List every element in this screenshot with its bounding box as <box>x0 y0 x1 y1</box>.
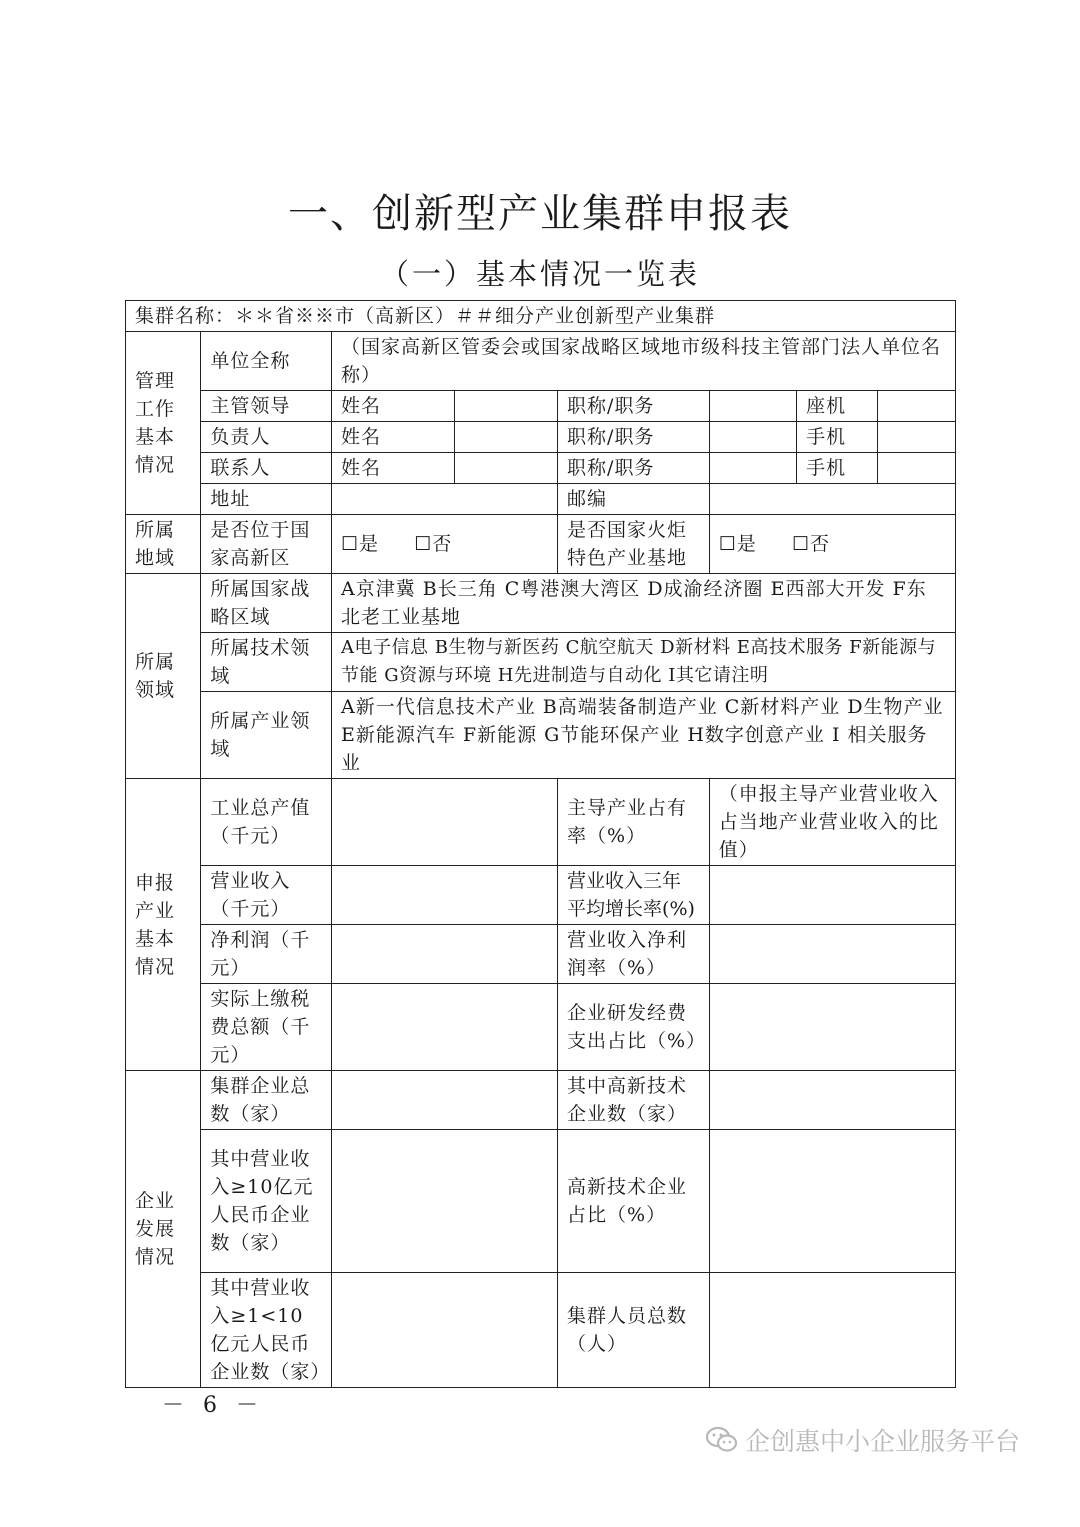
industry-field-label: 企业研发经费支出占比（%） <box>558 984 710 1071</box>
section-domain <box>126 574 201 779</box>
enterprise-field-input[interactable] <box>709 1071 955 1130</box>
name-input[interactable] <box>454 453 557 484</box>
section-domain-label: 所属领域 <box>135 651 176 701</box>
hitech-zone-options[interactable] <box>331 515 557 574</box>
industry-field-label: 主导产业占有率（%） <box>558 779 710 866</box>
unit-name-value[interactable]: （国家高新区管委会或国家战略区域地市级科技主管部门法人单位名称） <box>331 332 955 391</box>
industry-domain-options[interactable]: A新一代信息技术产业 B高端装备制造产业 C新材料产业 D生物产业 E新能源汽车 F新能源 G节能环保产业 H数字创意产业 I 相关服务业 <box>331 692 955 779</box>
section-enterprise-label: 企业发展情况 <box>135 1190 176 1268</box>
industry-field-label: 净利润（千元） <box>201 925 332 984</box>
phone-label: 手机 <box>797 453 877 484</box>
cluster-name-cell[interactable]: 集群名称：＊＊省※※市（高新区）＃＃细分产业创新型产业集群 <box>126 301 956 332</box>
postcode-label: 邮编 <box>558 484 710 515</box>
industry-field-note[interactable]: （申报主导产业营业收入占当地产业营业收入的比值） <box>709 779 955 866</box>
industry-field-input[interactable] <box>331 779 557 866</box>
page-subtitle: （一）基本情况一览表 <box>379 257 700 291</box>
no-checkbox[interactable]: ☐否 <box>414 533 453 555</box>
industry-domain-label: 所属产业领域 <box>201 692 332 779</box>
address-input[interactable] <box>331 484 557 515</box>
postcode-input[interactable] <box>709 484 955 515</box>
title-label: 职称/职务 <box>558 453 710 484</box>
name-input[interactable] <box>454 422 557 453</box>
industry-field-input[interactable] <box>709 925 955 984</box>
section-region-label: 所属地域 <box>135 519 176 569</box>
unit-name-label: 单位全称 <box>201 332 332 391</box>
title-label: 职称/职务 <box>558 391 710 422</box>
wechat-icon <box>705 1426 739 1454</box>
page-title: 一、创新型产业集群申报表 <box>288 191 792 237</box>
enterprise-field-input[interactable] <box>709 1273 955 1388</box>
industry-field-label: 工业总产值（千元） <box>201 779 332 866</box>
tech-domain-label: 所属技术领域 <box>201 633 332 692</box>
section-enterprise <box>126 1071 201 1388</box>
section-region <box>126 515 201 574</box>
enterprise-field-label: 其中高新技术企业数（家） <box>558 1071 710 1130</box>
torch-base-question: 是否国家火炬特色产业基地 <box>558 515 710 574</box>
enterprise-field-input[interactable] <box>331 1273 557 1388</box>
title-input[interactable] <box>709 422 796 453</box>
section-industry-label: 申报产业基本情况 <box>135 871 176 978</box>
section-management-label: 管理工作基本情况 <box>135 370 176 476</box>
title-input[interactable] <box>709 453 796 484</box>
name-label: 姓名 <box>331 391 454 422</box>
enterprise-field-input[interactable] <box>709 1130 955 1273</box>
industry-field-input[interactable] <box>709 866 955 925</box>
name-label: 姓名 <box>331 422 454 453</box>
phone-input[interactable] <box>877 422 955 453</box>
phone-label: 座机 <box>797 391 877 422</box>
tech-domain-options[interactable]: A电子信息 B生物与新医药 C航空航天 D新材料 E高技术服务 F新能源与节能 G资源与环境 H先进制造与自动化 I其它请注明 <box>331 633 955 692</box>
phone-input[interactable] <box>877 453 955 484</box>
application-form-table <box>125 300 956 1388</box>
strategy-area-label: 所属国家战略区域 <box>201 574 332 633</box>
watermark <box>705 1422 1020 1458</box>
enterprise-field-label: 其中营业收入≥10亿元人民币企业数（家） <box>201 1130 332 1273</box>
industry-field-input[interactable] <box>709 984 955 1071</box>
enterprise-field-label: 高新技术企业占比（%） <box>558 1130 710 1273</box>
torch-base-options[interactable] <box>709 515 955 574</box>
enterprise-field-label: 集群企业总数（家） <box>201 1071 332 1130</box>
hitech-zone-question: 是否位于国家高新区 <box>201 515 332 574</box>
phone-label: 手机 <box>797 422 877 453</box>
industry-field-label: 营业收入（千元） <box>201 866 332 925</box>
name-input[interactable] <box>454 391 557 422</box>
phone-input[interactable] <box>877 391 955 422</box>
name-label: 姓名 <box>331 453 454 484</box>
title-input[interactable] <box>709 391 796 422</box>
enterprise-field-input[interactable] <box>331 1130 557 1273</box>
industry-field-label: 营业收入净利润率（%） <box>558 925 710 984</box>
industry-field-label: 营业收入三年平均增长率(%) <box>558 866 710 925</box>
yes-checkbox[interactable]: ☐是 <box>340 533 380 555</box>
page-number: － 6 － <box>162 1393 264 1418</box>
role-label: 主管领导 <box>201 391 332 422</box>
industry-field-input[interactable] <box>331 925 557 984</box>
no-checkbox[interactable]: ☐否 <box>792 533 831 555</box>
role-label: 负责人 <box>201 422 332 453</box>
strategy-area-options[interactable]: A京津冀 B长三角 C粤港澳大湾区 D成渝经济圈 E西部大开发 F东北老工业基地 <box>331 574 955 633</box>
industry-field-input[interactable] <box>331 866 557 925</box>
watermark-text: 企创惠中小企业服务平台 <box>745 1427 1021 1456</box>
enterprise-field-label: 集群人员总数（人） <box>558 1273 710 1388</box>
role-label: 联系人 <box>201 453 332 484</box>
industry-field-input[interactable] <box>331 984 557 1071</box>
industry-field-label: 实际上缴税费总额（千元） <box>201 984 332 1071</box>
title-label: 职称/职务 <box>558 422 710 453</box>
section-industry <box>126 779 201 1071</box>
yes-checkbox[interactable]: ☐是 <box>718 533 757 555</box>
enterprise-field-input[interactable] <box>331 1071 557 1130</box>
enterprise-field-label: 其中营业收入≥1<10亿元人民币企业数（家） <box>201 1273 332 1388</box>
address-label: 地址 <box>201 484 332 515</box>
section-management <box>126 332 201 515</box>
